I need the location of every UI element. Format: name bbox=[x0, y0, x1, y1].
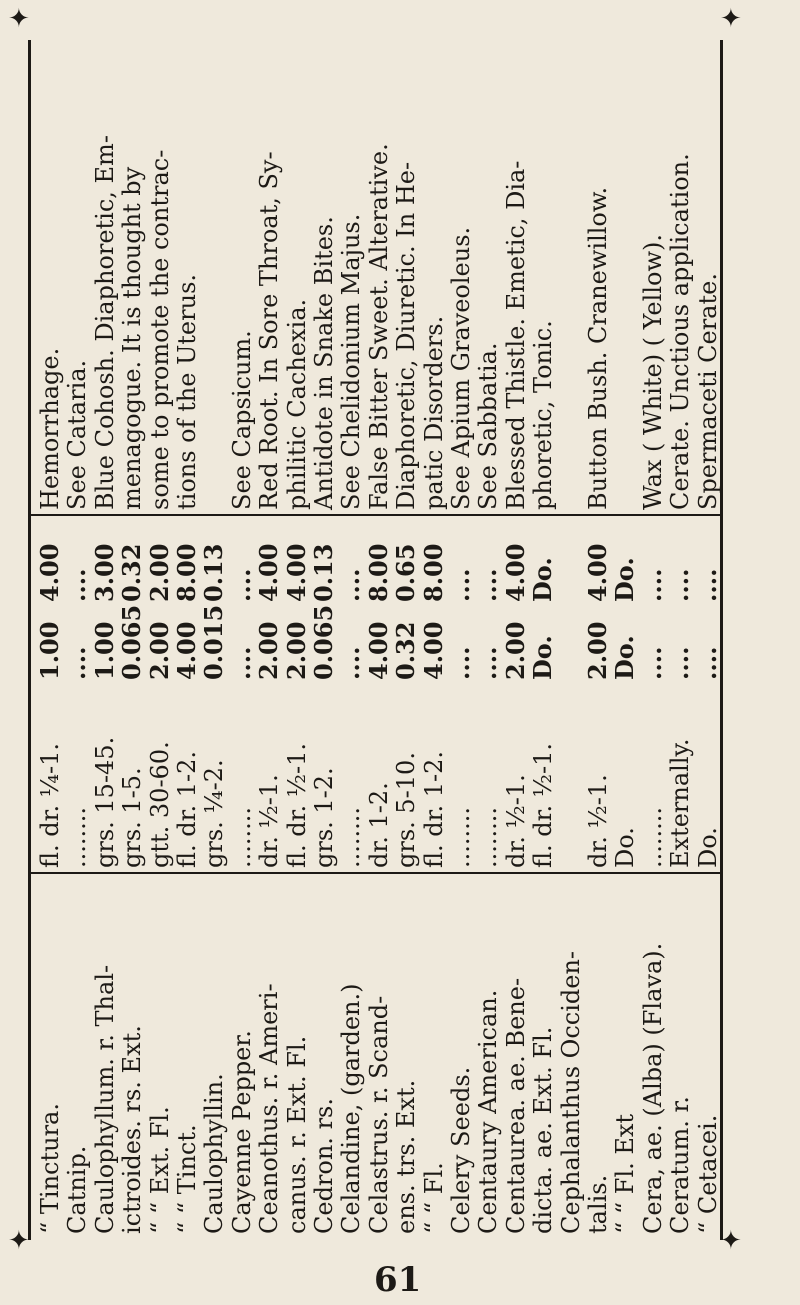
metric-dose-min-cell: .... bbox=[446, 646, 475, 680]
metric-dose-min-cell: 0.015 bbox=[199, 604, 229, 680]
metric-dose-max-cell: 2.00 bbox=[144, 543, 174, 602]
column-divider bbox=[31, 872, 720, 874]
uses-cell: Blessed Thistle. Emetic, Dia- bbox=[501, 160, 530, 510]
uses-cell: Spermaceti Cerate. bbox=[693, 273, 722, 510]
metric-dose-max-cell: .... bbox=[226, 568, 256, 602]
uses-cell: menagogue. It is thought by bbox=[118, 166, 147, 510]
drug-name-cell: Cedron. rs. bbox=[310, 1098, 338, 1234]
dose-cell: fl. dr. ½-1. bbox=[529, 743, 558, 868]
uses-cell: Diaphoretic, Diuretic. In He- bbox=[392, 161, 421, 510]
drug-name-cell: Celery Seeds. bbox=[447, 1066, 475, 1234]
drug-name-cell: “ Tinctura. bbox=[36, 1103, 64, 1234]
corner-mark: ✦ bbox=[720, 4, 742, 34]
dose-cell: grs. 5-10. bbox=[392, 752, 421, 868]
metric-dose-max-cell: 4.00 bbox=[281, 543, 311, 602]
metric-dose-max-cell: .... bbox=[692, 568, 722, 602]
metric-dose-max-cell: 8.00 bbox=[363, 543, 393, 602]
dose-cell: dr. 1-2. bbox=[364, 782, 393, 868]
uses-cell: patic Disorders. bbox=[419, 315, 448, 510]
metric-dose-max-cell: .... bbox=[62, 568, 92, 602]
metric-dose-min-cell: 2.00 bbox=[281, 621, 311, 680]
uses-cell: Blue Cohosh. Diaphoretic, Em- bbox=[90, 135, 119, 510]
dose-cell: fl. dr. ½-1. bbox=[282, 743, 311, 868]
uses-cell: Red Root. In Sore Throat, Sy- bbox=[255, 151, 284, 510]
metric-dose-min-cell: 1.00 bbox=[35, 621, 64, 680]
metric-dose-max-cell: 4.00 bbox=[254, 543, 284, 602]
metric-dose-min-cell: 2.00 bbox=[144, 621, 174, 680]
drug-name-cell: dicta. ae. Ext. Fl. bbox=[529, 1026, 558, 1234]
uses-cell: phoretic, Tonic. bbox=[529, 320, 558, 510]
metric-dose-min-cell: 0.065 bbox=[117, 604, 147, 680]
uses-cell: See Apium Graveoleus. bbox=[447, 226, 475, 510]
metric-dose-max-cell: 8.00 bbox=[172, 543, 201, 602]
dose-cell: grs. 15-45. bbox=[90, 736, 119, 868]
dose-cell: ........ bbox=[63, 806, 92, 868]
dose-cell: grs. ¼-2. bbox=[200, 759, 229, 868]
metric-dose-max-cell: .... bbox=[473, 568, 503, 602]
metric-dose-min-cell: 2.00 bbox=[500, 621, 530, 680]
metric-dose-max-cell: .... bbox=[446, 568, 475, 602]
drug-name-cell: Catnip. bbox=[63, 1145, 92, 1234]
metric-dose-max-cell: 4.00 bbox=[500, 543, 530, 602]
drug-name-cell: Caulophyllin. bbox=[200, 1073, 229, 1234]
dose-cell: fl. dr. 1-2. bbox=[419, 751, 448, 868]
metric-dose-max-cell: 4.00 bbox=[35, 543, 64, 602]
metric-dose-max-cell: 4.00 bbox=[583, 543, 612, 602]
dose-cell: gtt. 30-60. bbox=[145, 741, 174, 868]
uses-cell: philitic Cachexia. bbox=[282, 298, 311, 510]
dose-cell: fl. dr. ¼-1. bbox=[36, 743, 64, 868]
dose-cell: fl. dr. 1-2. bbox=[173, 751, 201, 868]
metric-dose-min-cell: .... bbox=[665, 646, 695, 680]
drug-name-cell: Centaurea. ae. Bene- bbox=[501, 977, 530, 1234]
metric-dose-min-cell: .... bbox=[473, 646, 503, 680]
metric-dose-max-cell: .... bbox=[665, 568, 695, 602]
dose-cell: ........ bbox=[227, 806, 256, 868]
metric-dose-min-cell: 4.00 bbox=[418, 621, 448, 680]
uses-cell: See Sabbatia. bbox=[474, 342, 503, 510]
dose-cell: grs. 1-2. bbox=[310, 767, 338, 868]
drug-name-cell: Ceanothus. r. Ameri- bbox=[255, 983, 284, 1234]
drug-name-cell: Centaury American. bbox=[474, 989, 503, 1234]
drug-name-cell: “ “ Fl. Ext bbox=[611, 1113, 640, 1234]
drug-name-cell: “ “ Tinct. bbox=[173, 1124, 201, 1234]
metric-dose-min-cell: .... bbox=[637, 646, 667, 680]
drug-name-cell: Cera, ae. (Alba) (Flava). bbox=[638, 942, 667, 1234]
metric-dose-max-cell: 3.00 bbox=[89, 543, 119, 602]
page-number: 61 bbox=[374, 1260, 422, 1300]
table-bottom-rule bbox=[720, 40, 723, 1240]
metric-dose-min-cell: 2.00 bbox=[254, 621, 284, 680]
drug-name-cell: “ “ Ext. Fl. bbox=[145, 1106, 174, 1234]
corner-mark: ✦ bbox=[8, 1226, 30, 1256]
corner-mark: ✦ bbox=[720, 1226, 742, 1256]
corner-mark: ✦ bbox=[8, 4, 30, 34]
drug-name-cell: Cayenne Pepper. bbox=[227, 1030, 256, 1234]
dose-cell: ........ bbox=[337, 806, 366, 868]
dose-cell: dr. ½-1. bbox=[255, 774, 284, 868]
drug-name-cell: Cephalanthus Occiden- bbox=[556, 950, 585, 1234]
drug-name-cell: Celastrus. r. Scand- bbox=[364, 995, 393, 1234]
uses-cell: False Bitter Sweet. Alterative. bbox=[364, 143, 393, 510]
metric-dose-max-cell: 0.13 bbox=[309, 543, 338, 602]
metric-dose-min-cell: .... bbox=[226, 646, 256, 680]
metric-dose-min-cell: Do. bbox=[610, 635, 640, 680]
dose-cell: ........ bbox=[447, 806, 475, 868]
dose-cell: ........ bbox=[638, 806, 667, 868]
drug-name-cell: talis. bbox=[584, 1174, 612, 1234]
metric-dose-min-cell: Do. bbox=[528, 635, 558, 680]
uses-cell: some to promote the contrac- bbox=[145, 149, 174, 510]
uses-cell: See Chelidonium Majus. bbox=[337, 213, 366, 510]
table-top-rule bbox=[28, 40, 31, 1240]
drug-name-cell: Celandine, (garden.) bbox=[337, 983, 366, 1234]
metric-dose-min-cell: .... bbox=[336, 646, 366, 680]
metric-dose-max-cell: 8.00 bbox=[418, 543, 448, 602]
metric-dose-max-cell: 0.13 bbox=[199, 543, 229, 602]
metric-dose-min-cell: .... bbox=[692, 646, 722, 680]
dose-cell: dr. ½-1. bbox=[584, 774, 612, 868]
metric-dose-min-cell: 1.00 bbox=[89, 621, 119, 680]
drug-name-cell: ictroides. rs. Ext. bbox=[118, 1025, 147, 1234]
drug-name-cell: Ceratum. r. bbox=[666, 1096, 695, 1234]
uses-cell: Antidote in Snake Bites. bbox=[310, 216, 338, 510]
column-divider bbox=[31, 514, 720, 516]
rotated-table bbox=[28, 40, 728, 1240]
metric-dose-min-cell: 2.00 bbox=[583, 621, 612, 680]
uses-cell: Button Bush. Cranewillow. bbox=[584, 186, 612, 510]
uses-cell: Hemorrhage. bbox=[36, 347, 64, 510]
metric-dose-min-cell: 4.00 bbox=[172, 621, 201, 680]
metric-dose-max-cell: Do. bbox=[528, 557, 558, 602]
metric-dose-max-cell: 0.32 bbox=[117, 543, 147, 602]
metric-dose-min-cell: .... bbox=[62, 646, 92, 680]
dose-cell: dr. ½-1. bbox=[501, 774, 530, 868]
uses-cell: Cerate. Unctious application. bbox=[666, 153, 695, 510]
drug-name-cell: “ “ Fl. bbox=[419, 1162, 448, 1234]
drug-name-cell: ens. trs. Ext. bbox=[392, 1079, 421, 1234]
metric-dose-min-cell: 0.065 bbox=[309, 604, 338, 680]
dose-cell: ........ bbox=[474, 806, 503, 868]
metric-dose-min-cell: 0.32 bbox=[391, 621, 421, 680]
metric-dose-max-cell: .... bbox=[336, 568, 366, 602]
metric-dose-max-cell: .... bbox=[637, 568, 667, 602]
dose-cell: Do. bbox=[693, 827, 722, 868]
dose-cell: Externally. bbox=[666, 738, 695, 868]
metric-dose-max-cell: Do. bbox=[610, 557, 640, 602]
metric-dose-max-cell: 0.65 bbox=[391, 543, 421, 602]
uses-cell: See Capsicum. bbox=[227, 330, 256, 510]
dose-cell: grs. 1-5. bbox=[118, 767, 147, 868]
uses-cell: See Cataria. bbox=[63, 359, 92, 510]
uses-cell: Wax ( White) ( Yellow). bbox=[638, 234, 667, 510]
drug-name-cell: Caulophyllum. r. Thal- bbox=[90, 964, 119, 1234]
drug-name-cell: “ Cetacei. bbox=[693, 1114, 722, 1234]
metric-dose-min-cell: 4.00 bbox=[363, 621, 393, 680]
uses-cell: tions of the Uterus. bbox=[173, 273, 201, 510]
drug-name-cell: canus. r. Ext. Fl. bbox=[282, 1035, 311, 1234]
dose-cell: Do. bbox=[611, 827, 640, 868]
